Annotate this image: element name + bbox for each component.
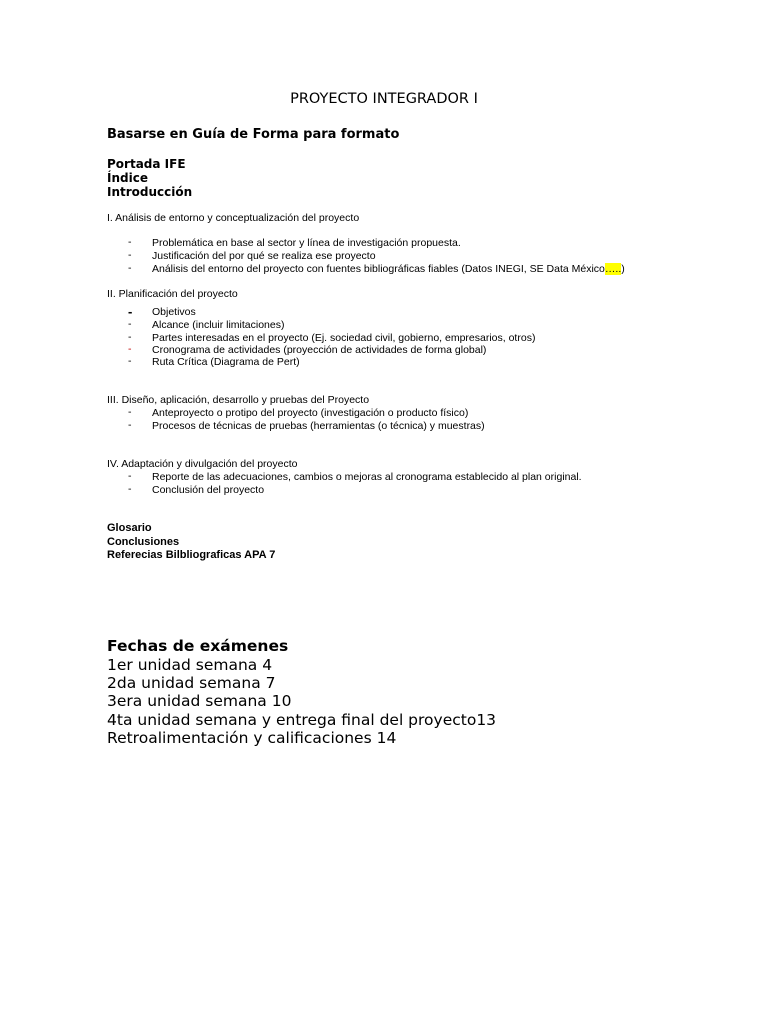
list-bullet: -	[128, 304, 133, 319]
list-item: Alcance (incluir limitaciones)	[152, 319, 285, 331]
list-bullet: -	[128, 262, 132, 274]
end-matter-glossary: Glosario	[107, 522, 152, 534]
list-item: Reporte de las adecuaciones, cambios o mejoras al cronograma establecido al plan original.	[152, 471, 582, 483]
list-item: Anteproyecto o protipo del proyecto (investigación o producto físico)	[152, 407, 469, 419]
exam-dates-heading: Fechas de exámenes	[107, 637, 289, 655]
list-item: Cronograma de actividades (proyección de actividades de forma global)	[152, 344, 487, 356]
list-item: Objetivos	[152, 306, 196, 318]
document-title: PROYECTO INTEGRADOR I	[290, 91, 478, 107]
exam-date-line: 3era unidad semana 10	[107, 692, 292, 710]
exam-date-line: 1er unidad semana 4	[107, 656, 273, 674]
list-item-close-paren: )	[621, 263, 625, 275]
list-item: Problemática en base al sector y línea de investigación propuesta.	[152, 237, 461, 249]
list-item: Justificación del por qué se realiza ese proyecto	[152, 250, 376, 262]
end-matter-references: Referecias Bilbliograficas APA 7	[107, 549, 276, 561]
section-heading: III. Diseño, aplicación, desarrollo y pruebas del Proyecto	[107, 394, 370, 406]
format-guide-note: Basarse en Guía de Forma para formato	[107, 127, 400, 142]
list-item	[152, 263, 625, 275]
front-matter-introduction: Introducción	[107, 185, 193, 199]
front-matter-cover: Portada IFE	[107, 157, 186, 171]
list-bullet: -	[128, 355, 132, 367]
front-matter-index: Índice	[107, 171, 148, 185]
list-item: Partes interesadas en el proyecto (Ej. sociedad civil, gobierno, empresarios, otros)	[152, 332, 536, 344]
list-bullet: -	[128, 406, 132, 418]
list-item: Conclusión del proyecto	[152, 484, 265, 496]
list-item: Procesos de técnicas de pruebas (herramientas (o técnica) y muestras)	[152, 420, 485, 432]
list-bullet: -	[128, 318, 132, 330]
exam-date-line: Retroalimentación y calificaciones 14	[107, 729, 397, 747]
list-bullet: -	[128, 470, 132, 482]
section-heading: IV. Adaptación y divulgación del proyecto	[107, 458, 298, 470]
list-bullet: -	[128, 483, 132, 495]
section-heading: II. Planificación del proyecto	[107, 288, 238, 300]
list-bullet: -	[128, 236, 132, 248]
list-bullet: -	[128, 249, 132, 261]
end-matter-conclusions: Conclusiones	[107, 536, 180, 548]
exam-date-line: 4ta unidad semana y entrega final del proyecto13	[107, 711, 497, 729]
list-item: Ruta Crítica (Diagrama de Pert)	[152, 356, 300, 368]
list-item-text: Análisis del entorno del proyecto con fuentes bibliográficas fiables (Datos INEGI, SE Data México	[152, 263, 605, 275]
list-bullet: -	[128, 331, 132, 343]
section-heading: I. Análisis de entorno y conceptualización del proyecto	[107, 212, 360, 224]
exam-date-line: 2da unidad semana 7	[107, 674, 276, 692]
list-bullet: -	[128, 343, 132, 355]
list-bullet: -	[128, 419, 132, 431]
highlighted-text: …..	[604, 263, 622, 275]
